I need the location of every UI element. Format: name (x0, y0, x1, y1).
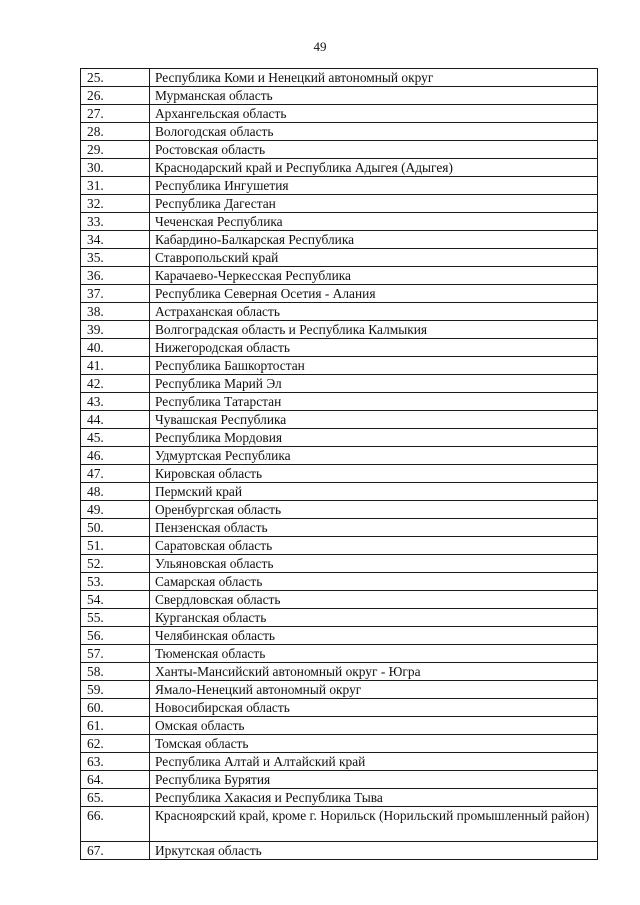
table-row (81, 645, 598, 663)
table-row (81, 123, 598, 141)
row-number: 35. (81, 249, 150, 267)
region-name: Ставропольский край (150, 249, 598, 267)
region-name: Свердловская область (150, 591, 598, 609)
table-row (81, 339, 598, 357)
table-row (81, 105, 598, 123)
row-number: 53. (81, 573, 150, 591)
region-name: Ханты-Мансийский автономный округ - Югра (150, 663, 598, 681)
region-name: Республика Марий Эл (150, 375, 598, 393)
row-number: 33. (81, 213, 150, 231)
row-number: 67. (81, 842, 150, 860)
region-name: Ульяновская область (150, 555, 598, 573)
region-name: Чеченская Республика (150, 213, 598, 231)
row-number: 50. (81, 519, 150, 537)
table-row (81, 501, 598, 519)
row-number: 27. (81, 105, 150, 123)
row-number: 41. (81, 357, 150, 375)
region-name: Пензенская область (150, 519, 598, 537)
row-number: 37. (81, 285, 150, 303)
table-row (81, 753, 598, 771)
table-row (81, 285, 598, 303)
row-number: 49. (81, 501, 150, 519)
region-name: Ямало-Ненецкий автономный округ (150, 681, 598, 699)
region-name: Краснодарский край и Республика Адыгея (Адыгея) (150, 159, 598, 177)
region-name: Волгоградская область и Республика Калмыкия (150, 321, 598, 339)
region-name: Республика Северная Осетия - Алания (150, 285, 598, 303)
region-name: Ростовская область (150, 141, 598, 159)
row-number: 26. (81, 87, 150, 105)
region-name: Новосибирская область (150, 699, 598, 717)
table-row (81, 537, 598, 555)
row-number: 34. (81, 231, 150, 249)
region-name: Чувашская Республика (150, 411, 598, 429)
region-name: Мурманская область (150, 87, 598, 105)
table-row (81, 591, 598, 609)
table-row (81, 789, 598, 807)
region-name: Республика Мордовия (150, 429, 598, 447)
regions-table (80, 68, 598, 860)
page-number: 49 (313, 39, 327, 54)
table-row (81, 87, 598, 105)
region-name: Республика Дагестан (150, 195, 598, 213)
table-row (81, 321, 598, 339)
row-number: 43. (81, 393, 150, 411)
row-number: 45. (81, 429, 150, 447)
table-row (81, 375, 598, 393)
row-number: 52. (81, 555, 150, 573)
regions-table-body (81, 69, 598, 860)
region-name: Томская область (150, 735, 598, 753)
row-number: 44. (81, 411, 150, 429)
region-name: Архангельская область (150, 105, 598, 123)
table-row (81, 771, 598, 789)
region-name: Тюменская область (150, 645, 598, 663)
row-number: 51. (81, 537, 150, 555)
region-name: Республика Бурятия (150, 771, 598, 789)
region-name: Карачаево-Черкесская Республика (150, 267, 598, 285)
region-name: Республика Башкортостан (150, 357, 598, 375)
row-number: 65. (81, 789, 150, 807)
region-name: Астраханская область (150, 303, 598, 321)
table-row (81, 519, 598, 537)
row-number: 31. (81, 177, 150, 195)
table-row (81, 411, 598, 429)
table-row (81, 357, 598, 375)
row-number: 60. (81, 699, 150, 717)
row-number: 59. (81, 681, 150, 699)
row-number: 32. (81, 195, 150, 213)
row-number: 66. (81, 807, 150, 842)
region-name: Иркутская область (150, 842, 598, 860)
row-number: 46. (81, 447, 150, 465)
table-row (81, 663, 598, 681)
row-number: 62. (81, 735, 150, 753)
table-row (81, 842, 598, 860)
region-name: Кировская область (150, 465, 598, 483)
row-number: 61. (81, 717, 150, 735)
table-row (81, 807, 598, 842)
region-name: Кабардино-Балкарская Республика (150, 231, 598, 249)
region-name: Вологодская область (150, 123, 598, 141)
row-number: 47. (81, 465, 150, 483)
region-name: Оренбургская область (150, 501, 598, 519)
row-number: 29. (81, 141, 150, 159)
region-name: Удмуртская Республика (150, 447, 598, 465)
region-name: Курганская область (150, 609, 598, 627)
region-name: Республика Татарстан (150, 393, 598, 411)
row-number: 36. (81, 267, 150, 285)
table-row (81, 555, 598, 573)
table-row (81, 609, 598, 627)
table-row (81, 159, 598, 177)
table-row (81, 141, 598, 159)
table-row (81, 195, 598, 213)
region-name: Республика Коми и Ненецкий автономный округ (150, 69, 598, 87)
row-number: 55. (81, 609, 150, 627)
region-name: Республика Ингушетия (150, 177, 598, 195)
table-row (81, 303, 598, 321)
table-row (81, 393, 598, 411)
table-row (81, 213, 598, 231)
table-row (81, 627, 598, 645)
region-name: Омская область (150, 717, 598, 735)
table-row (81, 69, 598, 87)
row-number: 39. (81, 321, 150, 339)
table-row (81, 681, 598, 699)
row-number: 64. (81, 771, 150, 789)
row-number: 56. (81, 627, 150, 645)
region-name: Пермский край (150, 483, 598, 501)
region-name: Красноярский край, кроме г. Норильск (Норильский промышленный район) (150, 807, 598, 842)
row-number: 48. (81, 483, 150, 501)
row-number: 40. (81, 339, 150, 357)
region-name: Республика Хакасия и Республика Тыва (150, 789, 598, 807)
table-row (81, 717, 598, 735)
row-number: 25. (81, 69, 150, 87)
row-number: 42. (81, 375, 150, 393)
row-number: 58. (81, 663, 150, 681)
row-number: 28. (81, 123, 150, 141)
table-row (81, 249, 598, 267)
table-row (81, 231, 598, 249)
region-name: Республика Алтай и Алтайский край (150, 753, 598, 771)
row-number: 30. (81, 159, 150, 177)
row-number: 63. (81, 753, 150, 771)
table-row (81, 177, 598, 195)
row-number: 38. (81, 303, 150, 321)
region-name: Нижегородская область (150, 339, 598, 357)
table-row (81, 429, 598, 447)
row-number: 57. (81, 645, 150, 663)
row-number: 54. (81, 591, 150, 609)
table-row (81, 447, 598, 465)
table-row (81, 573, 598, 591)
region-name: Челябинская область (150, 627, 598, 645)
table-row (81, 483, 598, 501)
table-row (81, 699, 598, 717)
table-row (81, 267, 598, 285)
region-name: Самарская область (150, 573, 598, 591)
table-row (81, 735, 598, 753)
table-row (81, 465, 598, 483)
region-name: Саратовская область (150, 537, 598, 555)
